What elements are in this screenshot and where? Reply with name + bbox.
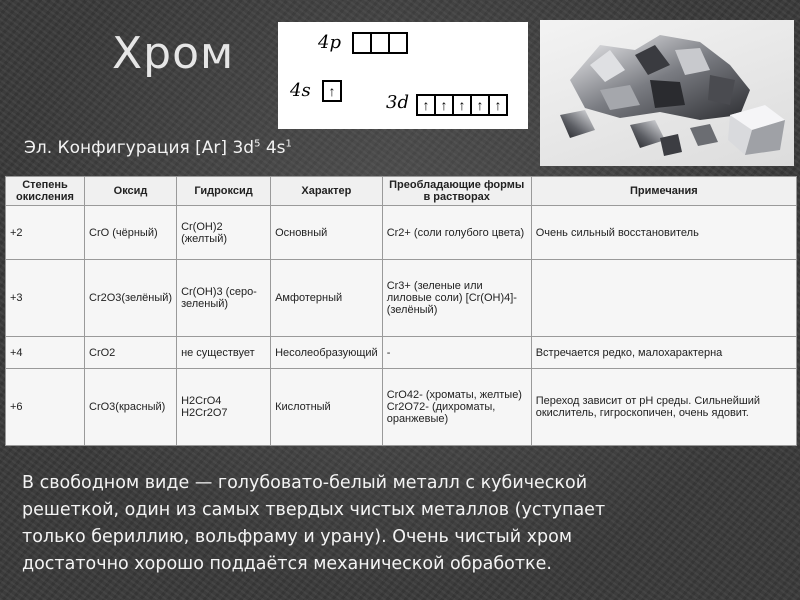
config-prefix: Эл. Конфигурация [Ar] 3d <box>24 138 255 158</box>
description-line: только бериллию, вольфраму и урану). Очень чистый хром <box>22 527 573 547</box>
orbital-3d-label: 3d <box>386 92 409 113</box>
cell-oxide: CrO (чёрный) <box>85 206 177 260</box>
config-mid: 4s <box>260 138 286 158</box>
table-row <box>6 260 797 337</box>
orbital-cell-up-arrow: ↑ <box>416 94 436 116</box>
orbital-cell-up-arrow: ↑ <box>452 94 472 116</box>
cell-oxide: CrO2 <box>85 337 177 369</box>
config-sup-3d: 5 <box>254 138 261 150</box>
description-line: В свободном виде — голубовато-белый металл с кубической <box>22 473 588 493</box>
header-character: Характер <box>271 177 383 206</box>
chromium-crystals-icon <box>540 20 794 166</box>
cell-notes <box>531 260 796 337</box>
cell-character: Несолеобразующий <box>271 337 383 369</box>
table-row <box>6 206 797 260</box>
orbital-cell-up-arrow: ↑ <box>470 94 490 116</box>
description-text <box>22 470 782 578</box>
cell-notes: Встречается редко, малохарактерна <box>531 337 796 369</box>
cell-hydroxide: Cr(OH)2 (желтый) <box>177 206 271 260</box>
cell-character: Основный <box>271 206 383 260</box>
orbital-3d-cells <box>416 94 506 116</box>
cell-solution-forms: CrO42- (хроматы, желтые) Cr2O72- (дихроматы, оранжевые) <box>382 369 531 446</box>
description-line: достаточно хорошо поддаётся механической обработке. <box>22 554 552 574</box>
cell-character: Амфотерный <box>271 260 383 337</box>
cell-character: Кислотный <box>271 369 383 446</box>
cell-notes: Переход зависит от pH среды. Сильнейший окислитель, гигроскопичен, очень ядовит. <box>531 369 796 446</box>
config-sup-4s: 1 <box>285 138 292 150</box>
header-solution-forms: Преобладающие формы в растворах <box>382 177 531 206</box>
cell-hydroxide: не существует <box>177 337 271 369</box>
header-oxide: Оксид <box>85 177 177 206</box>
cell-oxidation-state: +4 <box>6 337 85 369</box>
table-row <box>6 369 797 446</box>
slide-title: Хром <box>112 28 235 79</box>
cell-oxidation-state: +6 <box>6 369 85 446</box>
cell-solution-forms: Cr2+ (соли голубого цвета) <box>382 206 531 260</box>
orbital-4p-cells <box>352 32 406 54</box>
cell-hydroxide: Cr(OH)3 (серо-зеленый) <box>177 260 271 337</box>
cell-oxidation-state: +3 <box>6 260 85 337</box>
orbital-cell-up-arrow: ↑ <box>322 80 342 102</box>
oxidation-states-table <box>5 176 797 446</box>
cell-hydroxide: H2CrO4 H2Cr2O7 <box>177 369 271 446</box>
cell-notes: Очень сильный восстановитель <box>531 206 796 260</box>
orbital-diagram <box>278 22 528 129</box>
orbital-cell-up-arrow: ↑ <box>488 94 508 116</box>
cell-oxide: CrO3(красный) <box>85 369 177 446</box>
orbital-cell <box>370 32 390 54</box>
orbital-cell-up-arrow: ↑ <box>434 94 454 116</box>
cell-solution-forms: Cr3+ (зеленые или лиловые соли) [Cr(OH)4]- (зелёный) <box>382 260 531 337</box>
cell-solution-forms: - <box>382 337 531 369</box>
table-row <box>6 337 797 369</box>
orbital-4s-cells <box>322 80 340 102</box>
chromium-crystals-photo <box>540 20 794 166</box>
cell-oxidation-state: +2 <box>6 206 85 260</box>
header-oxidation-state: Степень окисления <box>6 177 85 206</box>
table-header-row <box>6 177 797 206</box>
orbital-4p-label: 4p <box>318 32 341 53</box>
orbital-cell <box>388 32 408 54</box>
description-line: решеткой, один из самых твердых чистых металлов (уступает <box>22 500 606 520</box>
cell-oxide: Cr2O3(зелёный) <box>85 260 177 337</box>
header-notes: Примечания <box>531 177 796 206</box>
orbital-cell <box>352 32 372 54</box>
orbital-4s-label: 4s <box>290 80 311 101</box>
electron-configuration <box>24 138 292 158</box>
header-hydroxide: Гидроксид <box>177 177 271 206</box>
